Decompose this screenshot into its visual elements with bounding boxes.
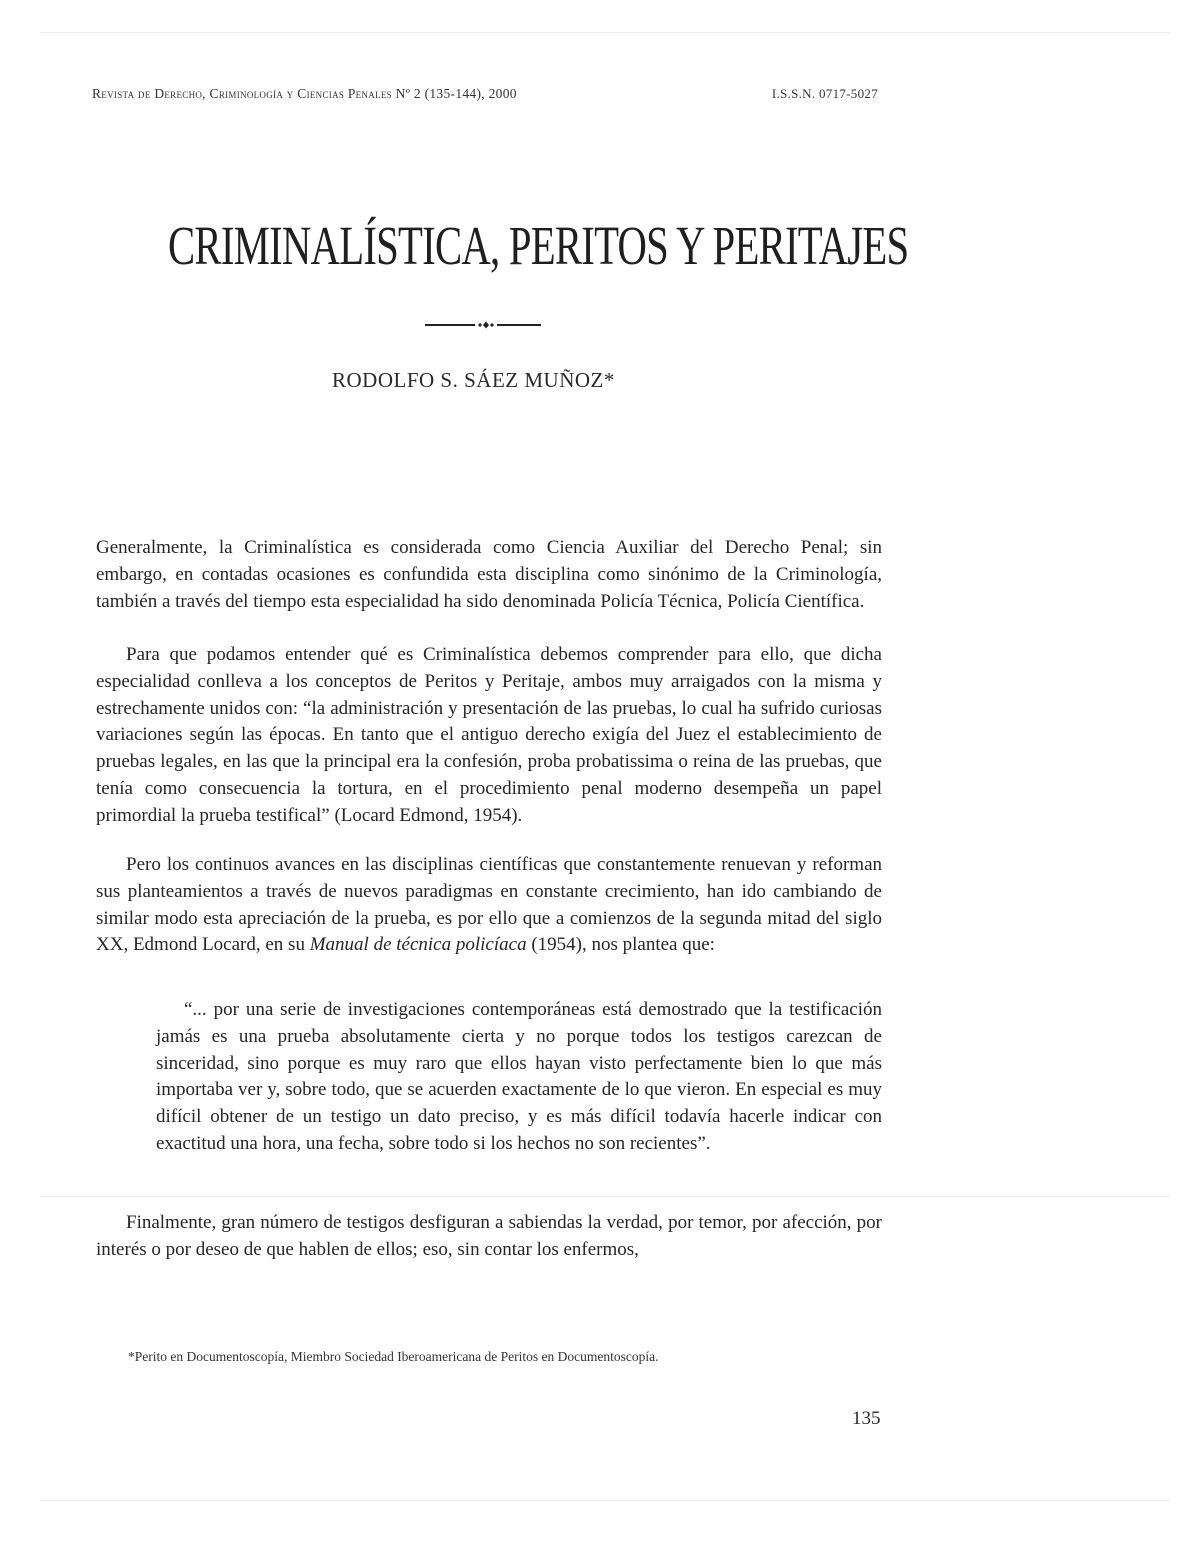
title-ornament <box>423 318 543 332</box>
paragraph-1-text: Generalmente, la Criminalística es considerada como Ciencia Auxiliar del Derecho Penal; sin embargo, en contadas ocasiones es confundida esta disciplina como sinónimo de la Criminología, también a través del tiempo esta especialidad ha sido denominada Policía Técnica, Policía Científica. <box>96 537 882 612</box>
paragraph-3-tail: (1954), nos plantea que: <box>526 934 715 956</box>
scan-artifact-middle <box>40 1196 1170 1197</box>
scan-artifact-bottom <box>40 1500 1170 1501</box>
journal-issue: Nº 2 (135-144), 2000 <box>395 86 517 101</box>
paragraph-4 <box>96 1210 882 1264</box>
footnote: *Perito en Documentoscopía, Miembro Sociedad Iberoamericana de Peritos en Documentoscopía. <box>128 1349 659 1364</box>
paragraph-2 <box>96 642 882 830</box>
paragraph-4-text: Finalmente, gran número de testigos desfiguran a sabiendas la verdad, por temor, por afección, por interés o por deseo de que hablen de ellos; eso, sin contar los enfermos, <box>96 1212 882 1260</box>
book-title: Manual de técnica policíaca <box>309 934 527 956</box>
paragraph-3-lead: Pero los continuos avances en las disciplinas científicas que constantemente renuevan y reforman sus planteamientos a través de nuevos paradigmas en constante crecimiento, han ido cambiando de similar modo esta apreciación de la prueba, es por ello que a comienzos de la segunda mitad del siglo XX, Edmond Locard, en su <box>96 854 882 956</box>
running-head <box>92 86 878 102</box>
block-quote: “... por una serie de investigaciones contemporáneas está demostrado que la testificación jamás es una prueba absolutamente cierta y no porque todos los testigos carezcan de sinceridad, sino porque es muy raro que ellos hayan visto perfectamente bien lo que más importaba ver y, sobre todo, que se acuerden exactamente de lo que vieron. En especial es muy difícil obtener de un testigo un dato preciso, y es más difícil todavía hacerle indicar con exactitud una hora, una fecha, sobre todo si los hechos no son recientes”. <box>156 999 882 1154</box>
article-title: CRIMINALÍSTICA, PERITOS Y PERITAJES <box>168 215 909 276</box>
paragraph-3 <box>96 852 882 959</box>
scan-artifact-top <box>40 32 1170 33</box>
article-author: RODOLFO S. SÁEZ MUÑOZ* <box>332 368 615 392</box>
paragraph-2-text: Para que podamos entender qué es Criminalística debemos comprender para ello, que dicha especialidad conlleva a los conceptos de Peritos y Peritaje, ambos muy arraigados con la misma y estrechamente unidos con: “la administración y presentación de las pruebas, lo cual ha sufrido curiosas variaciones según las épocas. En tanto que el antiguo derecho exigía del Juez el establecimiento de pruebas legales, en las que la principal era la confesión, proba probatissima o reina de las pruebas, que tenía como consecuencia la tortura, en el procedimiento penal moderno desempeña un papel primordial la prueba testifical” (Locard Edmond, 1954). <box>96 644 882 826</box>
journal-name: Revista de Derecho, Criminología y Ciencias Penales <box>92 86 392 101</box>
issn: I.S.S.N. 0717-5027 <box>771 86 878 101</box>
paragraph-1 <box>96 535 882 615</box>
paragraph-3-text <box>96 852 882 959</box>
page-number: 135 <box>852 1408 881 1429</box>
